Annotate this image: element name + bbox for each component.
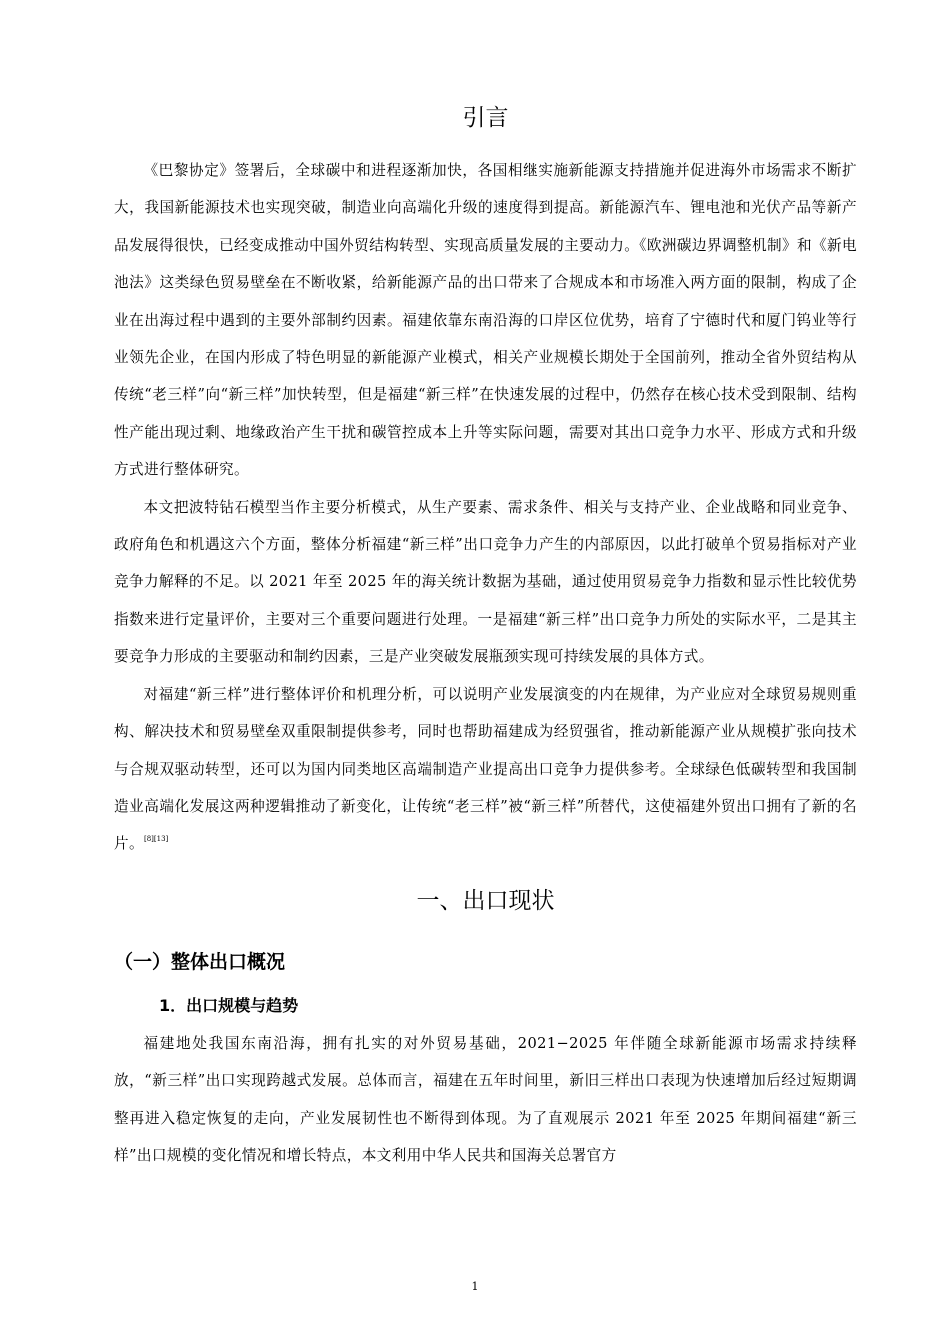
citation-reference: [8][13] (144, 835, 169, 844)
page-content (114, 98, 857, 1174)
subsection-1-title: 1．出口规模与趋势 (159, 995, 299, 1015)
page-number: 1 (471, 1280, 479, 1293)
intro-title: 引言 (462, 105, 509, 131)
subsection-1-paragraph: 福建地处我国东南沿海，拥有扎实的对外贸易基础，2021−2025 年伴随全球新能源市场需求持续释放，“新三样”出口实现跨越式发展。总体而言，福建在五年时间里，新旧三样出口表现为快速增加后经过短期调整再进入稳定恢复的走向，产业发展韧性也不断得到体现。为了直观展示 2021 年至 2025 年期间福建“新三样”出口规模的变化情况和增长特点，本文利用中华人民共和国海关总署官方 (114, 1034, 857, 1164)
intro-paragraph-1: 《巴黎协定》签署后，全球碳中和进程逐渐加快，各国相继实施新能源支持措施并促进海外市场需求不断扩大，我国新能源技术也实现突破，制造业向高端化升级的速度得到提高。新能源汽车、锂电池和光伏产品等新产品发展得很快，已经变成推动中国外贸结构转型、实现高质量发展的主要动力。《欧洲碳边界调整机制》和《新电池法》这类绿色贸易壁垒在不断收紧，给新能源产品的出口带来了合规成本和市场准入两方面的限制，构成了企业在出海过程中遇到的主要外部制约因素。福建依靠东南沿海的口岸区位优势，培育了宁德时代和厦门钨业等行业领先企业，在国内形成了特色明显的新能源产业模式，相关产业规模长期处于全国前列，推动全省外贸结构从传统“老三样”向“新三样”加快转型，但是福建“新三样”在快速发展的过程中，仍然存在核心技术受到限制、结构性产能出现过剩、地缘政治产生干扰和碳管控成本上升等实际问题，需要对其出口竞争力水平、形成方式和升级方式进行整体研究。 (114, 162, 857, 479)
chapter-1-title: 一、出口现状 (416, 887, 555, 914)
intro-paragraph-3 (114, 676, 857, 863)
intro-paragraph-2: 本文把波特钻石模型当作主要分析模式，从生产要素、需求条件、相关与支持产业、企业战略和同业竞争、政府角色和机遇这六个方面，整体分析福建“新三样”出口竞争力产生的内部原因，以此打破单个贸易指标对产业竞争力解释的不足。以 2021 年至 2025 年的海关统计数据为基础，通过使用贸易竞争力指数和显示性比较优势指数来进行定量评价，主要对三个重要问题进行处理。一是福建“新三样”出口竞争力所处的实际水平，二是其主要竞争力形成的主要驱动和制约因素，三是产业突破发展瓶颈实现可持续发展的具体方式。 (114, 498, 857, 666)
intro-paragraph-3-text: 对福建“新三样”进行整体评价和机理分析，可以说明产业发展演变的内在规律，为产业应对全球贸易规则重构、解决技术和贸易壁垒双重限制提供参考，同时也帮助福建成为经贸强省，推动新能源产业从规模扩张向技术与合规双驱动转型，还可以为国内同类地区高端制造产业提高出口竞争力提供参考。全球绿色低碳转型和我国制造业高端化发展这两种逻辑推动了新变化，让传统“老三样”被“新三样”所替代，这使福建外贸出口拥有了新的名片。 (114, 685, 857, 853)
section-1-title: （一）整体出口概况 (114, 950, 286, 973)
